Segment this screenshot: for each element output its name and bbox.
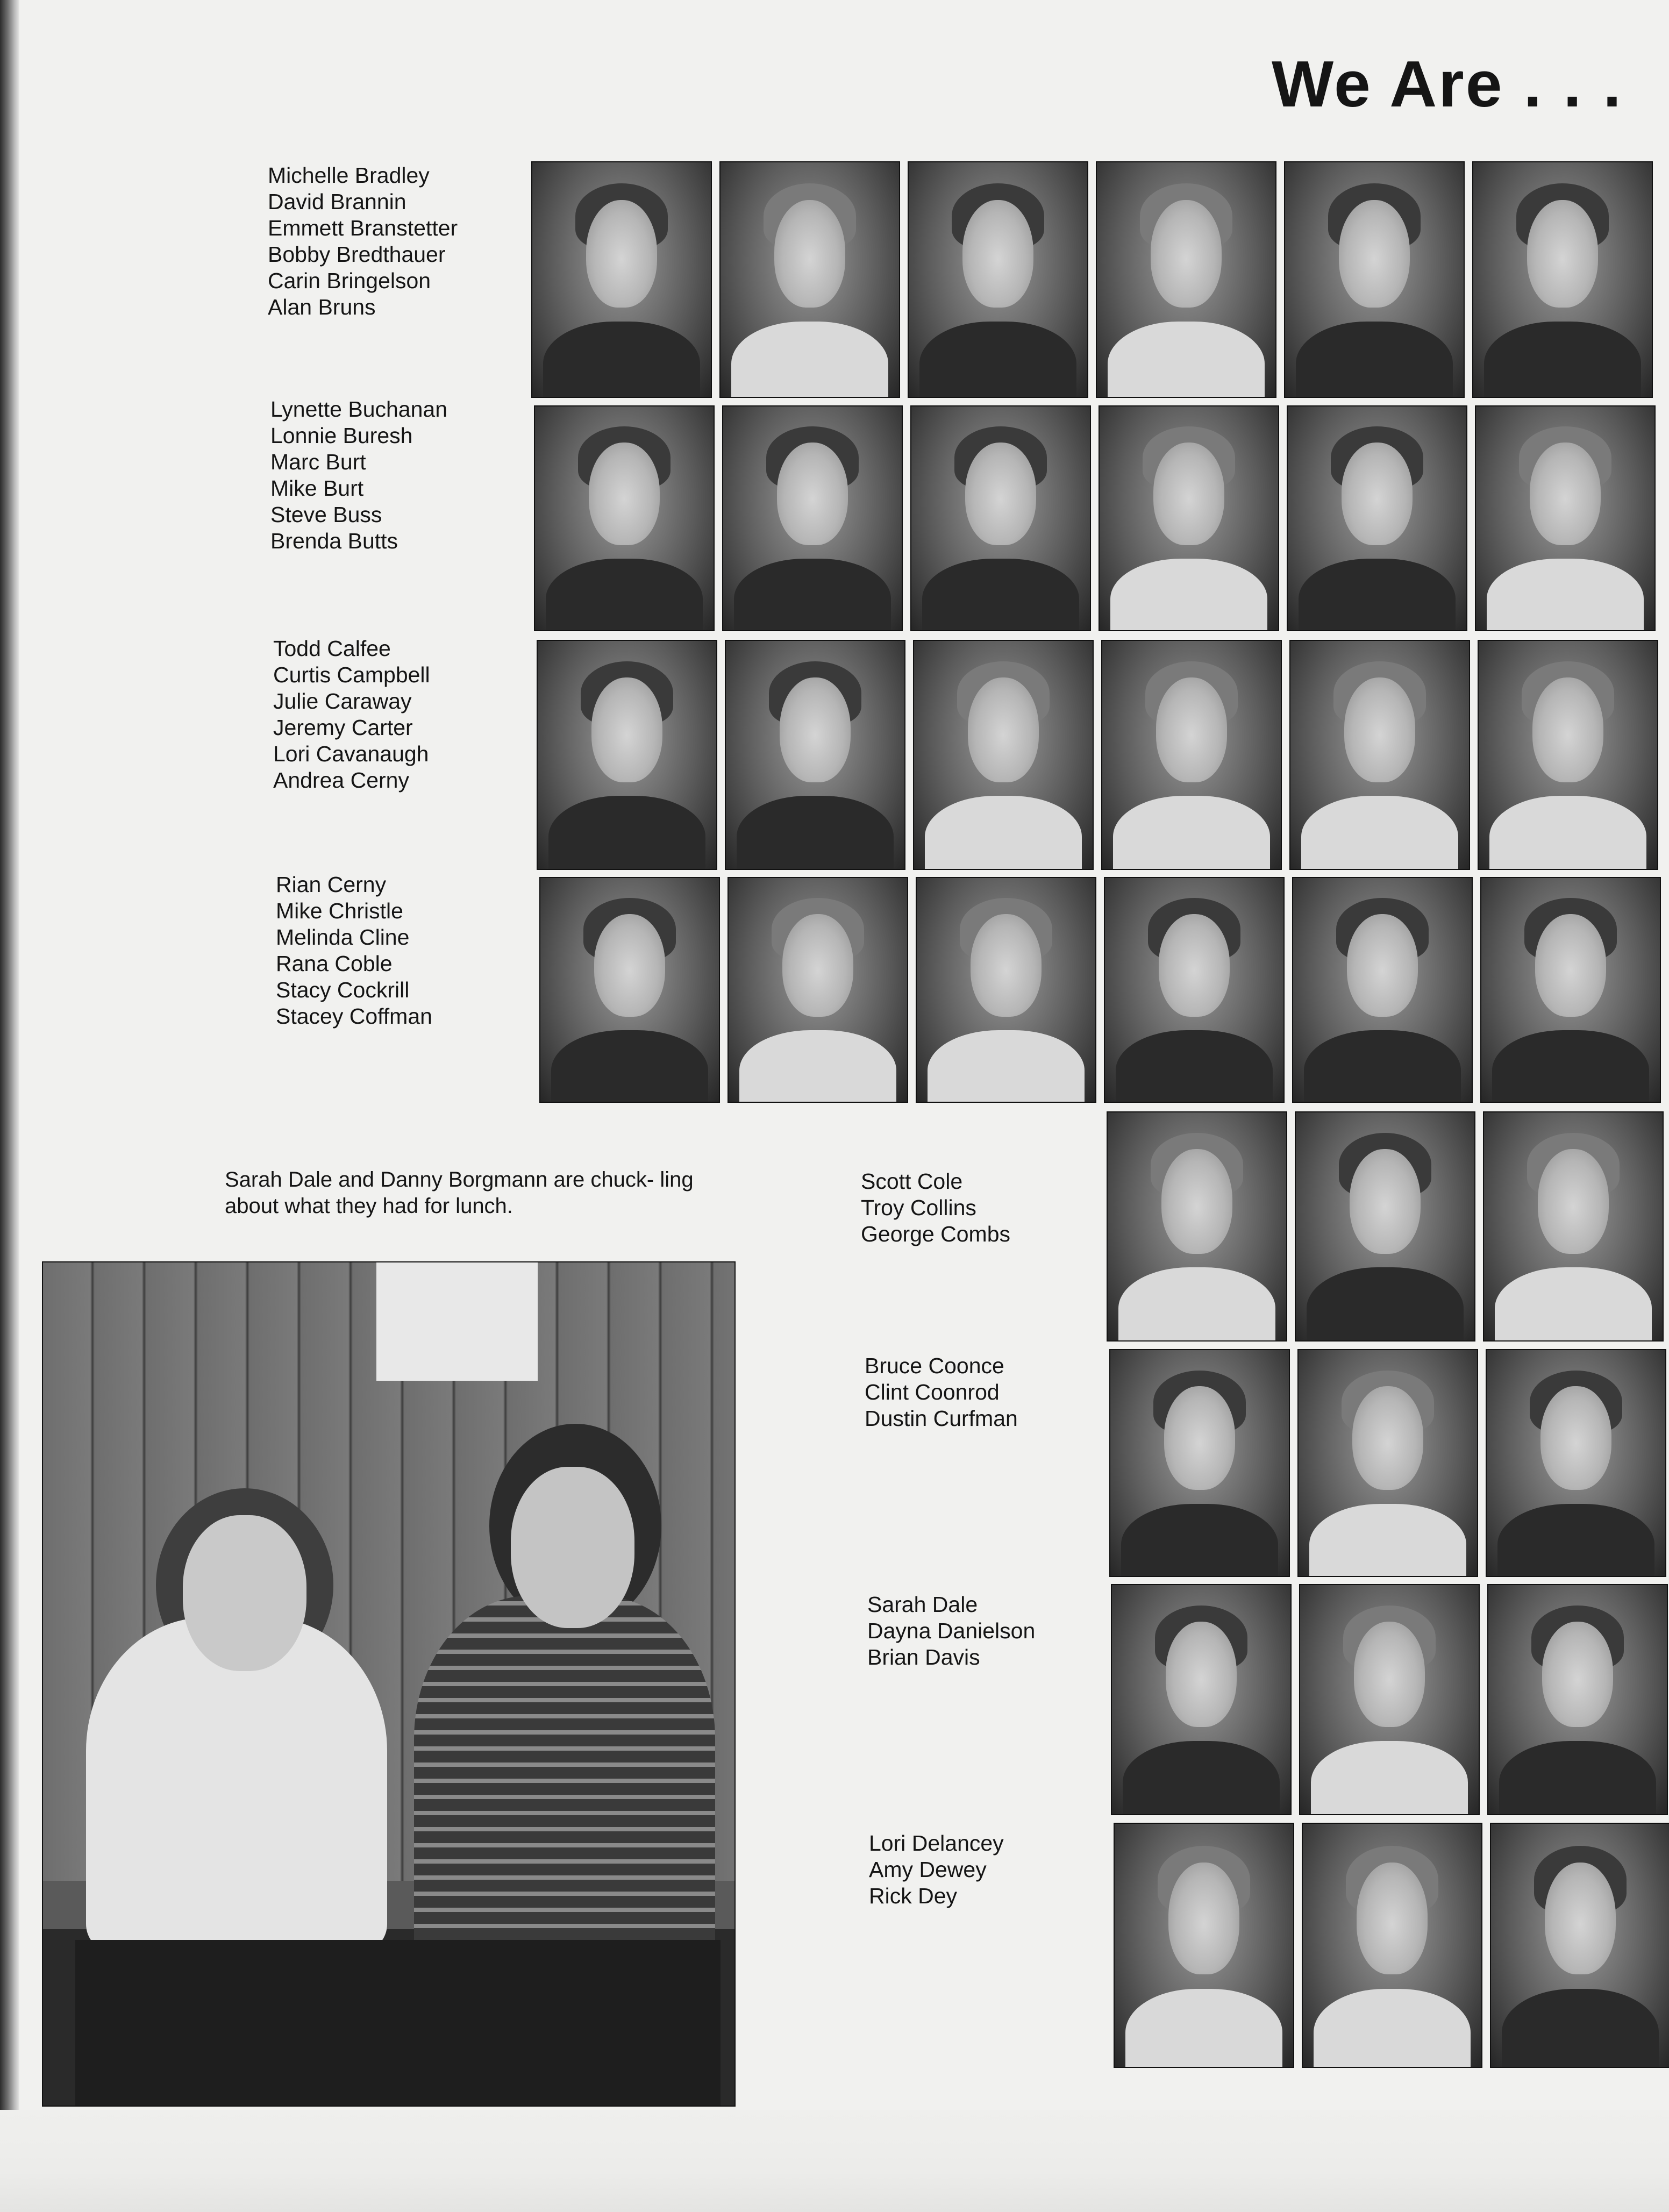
- student-name: Troy Collins: [861, 1195, 976, 1220]
- name-list: [865, 1353, 1133, 1432]
- student-name: Jeremy Carter: [273, 715, 413, 740]
- student-name: Clint Coonrod: [865, 1380, 1000, 1404]
- name-list: [273, 636, 542, 794]
- student-name: Brian Davis: [867, 1645, 980, 1669]
- student-portrait: [1472, 161, 1653, 398]
- student-portrait: [1284, 161, 1465, 398]
- binding-edge: [0, 0, 19, 2212]
- student-portrait: [1490, 1823, 1669, 2068]
- student-portrait: [1111, 1584, 1292, 1815]
- portrait-row: [539, 877, 1661, 1103]
- student-portrait: [1099, 405, 1279, 631]
- student-name: Lori Cavanaugh: [273, 741, 429, 766]
- student-name: Bobby Bredthauer: [268, 242, 446, 267]
- name-list: [867, 1592, 1136, 1671]
- student-portrait: [908, 161, 1088, 398]
- student-portrait: [1096, 161, 1276, 398]
- student-name: Alan Bruns: [268, 295, 376, 319]
- student-portrait: [1101, 640, 1282, 870]
- student-portrait: [910, 405, 1091, 631]
- student-name: Rana Coble: [276, 951, 393, 976]
- portrait-row: [537, 640, 1658, 870]
- photo-caption: Sarah Dale and Danny Borgmann are chuck- ling about what they had for lunch.: [225, 1168, 694, 1218]
- student-portrait: [725, 640, 905, 870]
- student-portrait: [916, 877, 1096, 1103]
- student-portrait: [537, 640, 717, 870]
- student-name: Stacey Coffman: [276, 1004, 432, 1029]
- student-name: Melinda Cline: [276, 925, 410, 950]
- student-portrait: [1475, 405, 1656, 631]
- student-name: George Combs: [861, 1222, 1011, 1246]
- student-portrait: [913, 640, 1094, 870]
- student-name: Andrea Cerny: [273, 768, 409, 793]
- student-name: Lori Delancey: [869, 1831, 1004, 1856]
- student-name: Steve Buss: [270, 502, 382, 527]
- student-portrait: [1480, 877, 1661, 1103]
- student-name: Dustin Curfman: [865, 1406, 1018, 1431]
- page-bottom-margin: [0, 2110, 1669, 2212]
- student-portrait: [1289, 640, 1470, 870]
- name-list: [268, 162, 537, 320]
- student-portrait: [719, 161, 900, 398]
- student-name: Dayna Danielson: [867, 1618, 1036, 1643]
- student-name: Rick Dey: [869, 1883, 958, 1908]
- student-portrait: [1292, 877, 1473, 1103]
- portrait-row: [1111, 1584, 1668, 1815]
- name-list: [869, 1830, 1138, 1909]
- student-name: Rian Cerny: [276, 872, 387, 897]
- portrait-row: [1109, 1349, 1666, 1577]
- student-name: Lonnie Buresh: [270, 423, 413, 448]
- candid-photo: [42, 1261, 736, 2107]
- student-name: Sarah Dale: [867, 1592, 978, 1617]
- portrait-row: [1114, 1823, 1669, 2068]
- student-portrait: [1109, 1349, 1290, 1577]
- student-name: Scott Cole: [861, 1169, 963, 1194]
- student-portrait: [727, 877, 908, 1103]
- student-portrait: [1483, 1111, 1664, 1342]
- student-portrait: [1297, 1349, 1478, 1577]
- student-name: Brenda Butts: [270, 529, 398, 553]
- student-name: Todd Calfee: [273, 636, 391, 661]
- page-title: We Are . . .: [1272, 47, 1623, 120]
- student-name: Curtis Campbell: [273, 662, 430, 687]
- student-portrait: [1486, 1349, 1666, 1577]
- student-portrait: [534, 405, 715, 631]
- student-portrait: [1302, 1823, 1482, 2068]
- student-portrait: [1104, 877, 1285, 1103]
- student-portrait: [1114, 1823, 1294, 2068]
- student-name: Stacy Cockrill: [276, 977, 410, 1002]
- portrait-row: [534, 405, 1656, 631]
- student-portrait: [1107, 1111, 1287, 1342]
- student-portrait: [1295, 1111, 1475, 1342]
- student-name: Julie Caraway: [273, 689, 412, 713]
- student-name: Amy Dewey: [869, 1857, 987, 1882]
- student-name: Lynette Buchanan: [270, 397, 448, 422]
- portrait-row: [1107, 1111, 1664, 1342]
- student-portrait: [1478, 640, 1658, 870]
- student-portrait: [1287, 405, 1467, 631]
- student-portrait: [539, 877, 720, 1103]
- name-list: [276, 872, 545, 1030]
- student-name: David Brannin: [268, 189, 406, 214]
- student-name: Emmett Branstetter: [268, 216, 458, 240]
- portrait-row: [531, 161, 1653, 398]
- student-name: Mike Christle: [276, 898, 403, 923]
- student-name: Marc Burt: [270, 449, 366, 474]
- name-list: [270, 396, 539, 554]
- student-name: Carin Bringelson: [268, 268, 431, 293]
- student-name: Mike Burt: [270, 476, 364, 501]
- student-name: Michelle Bradley: [268, 163, 430, 188]
- student-portrait: [722, 405, 903, 631]
- student-portrait: [1299, 1584, 1480, 1815]
- name-list: [861, 1168, 1130, 1247]
- student-portrait: [1487, 1584, 1668, 1815]
- student-portrait: [531, 161, 712, 398]
- student-name: Bruce Coonce: [865, 1353, 1004, 1378]
